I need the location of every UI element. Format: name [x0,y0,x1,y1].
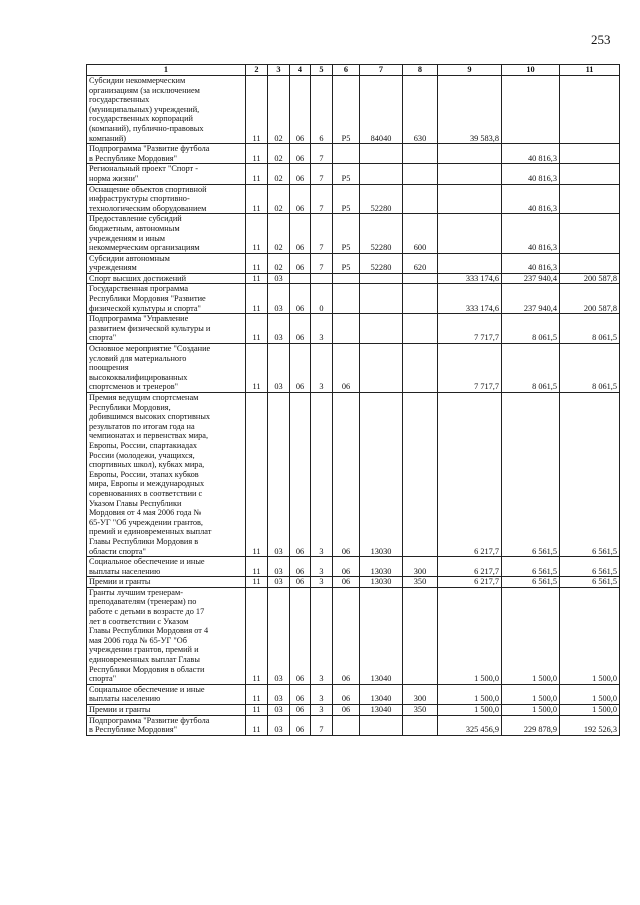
row-name [87,715,246,735]
row-name-line: высококвалифицированных [89,372,188,382]
section-code: 11 [246,144,268,164]
expense-type-code [403,393,438,557]
row-name [87,214,246,253]
table-row [87,273,620,284]
expense-type-code: 620 [403,253,438,273]
subsection-code: 02 [268,214,290,253]
subsection-code: 03 [268,344,290,393]
section-code: 11 [246,393,268,557]
table-row [87,684,620,704]
row-name-line: государственных [89,95,150,105]
row-name-line: мира, Европы и международных [89,479,205,489]
program-code: 06 [290,184,311,214]
col-header: 11 [560,65,620,76]
row-name-line: Подпрограмма "Развитие футбола [89,144,210,154]
subprogram-code: 0 [311,284,333,314]
section-code: 11 [246,344,268,393]
row-name [87,76,246,144]
row-name [87,557,246,577]
row-name-line: выплаты населению [89,566,161,576]
amount-year1 [438,184,502,214]
subprogram-code: 7 [311,715,333,735]
event-code: P5 [333,164,360,184]
row-name-line: 65-УГ "Об учреждении грантов, [89,517,203,527]
program-code: 06 [290,284,311,314]
amount-year2: 40 816,3 [502,144,560,164]
amount-year1 [438,144,502,164]
amount-year2: 1 500,0 [502,587,560,684]
expense-type-code: 300 [403,684,438,704]
amount-year2: 1 500,0 [502,684,560,704]
table-row [87,144,620,164]
row-name-line: Мордовия от 4 мая 2006 года № [89,508,202,518]
amount-year3 [560,253,620,273]
section-code: 11 [246,284,268,314]
row-name [87,344,246,393]
row-name [87,164,246,184]
amount-year3 [560,184,620,214]
row-name-line: Главы Республики Мордовия в [89,536,199,546]
program-code: 06 [290,214,311,253]
direction-code: 84040 [360,76,403,144]
row-name-line: инфраструктуры спортивно- [89,194,190,204]
amount-year1: 7 717,7 [438,314,502,344]
row-name-line: Гранты лучшим тренерам- [89,587,183,597]
amount-year2 [502,76,560,144]
subprogram-code: 3 [311,684,333,704]
row-name-line: норма жизни" [89,173,139,183]
row-name-line: (муниципальных) учреждений, [89,104,200,114]
amount-year3: 192 526,3 [560,715,620,735]
table-row [87,715,620,735]
program-code [290,273,311,284]
amount-year1: 6 217,7 [438,393,502,557]
event-code [333,715,360,735]
amount-year2: 40 816,3 [502,164,560,184]
col-header: 6 [333,65,360,76]
event-code: 06 [333,587,360,684]
expense-type-code [403,284,438,314]
event-code [333,273,360,284]
table-row [87,284,620,314]
expense-type-code [403,344,438,393]
subprogram-code: 3 [311,577,333,588]
subsection-code: 02 [268,164,290,184]
amount-year1: 6 217,7 [438,577,502,588]
row-name-line: Основное мероприятие "Создание [89,344,211,354]
row-name-line: результатов по итогам года на [89,421,195,431]
subprogram-code: 3 [311,587,333,684]
direction-code [360,284,403,314]
direction-code: 52280 [360,253,403,273]
amount-year3: 1 500,0 [560,587,620,684]
direction-code: 13040 [360,705,403,716]
amount-year2: 6 561,5 [502,557,560,577]
program-code: 06 [290,705,311,716]
row-name-line: преподавателям (тренерам) по [89,597,197,607]
section-code: 11 [246,684,268,704]
event-code: 06 [333,705,360,716]
row-name-line: Субсидии некоммерческим [89,76,186,85]
subprogram-code: 3 [311,344,333,393]
table-row [87,587,620,684]
expense-type-code: 350 [403,705,438,716]
amount-year3: 8 061,5 [560,314,620,344]
expense-type-code [403,144,438,164]
amount-year2: 40 816,3 [502,184,560,214]
subprogram-code [311,273,333,284]
table-row [87,705,620,716]
row-name-line: спорта" [89,333,117,343]
program-code: 06 [290,587,311,684]
row-name-line: Предоставление субсидий [89,214,182,224]
amount-year3: 6 561,5 [560,557,620,577]
amount-year3 [560,214,620,253]
direction-code [360,344,403,393]
amount-year1: 1 500,0 [438,587,502,684]
row-name-line: поощрения [89,363,129,373]
table-row [87,577,620,588]
row-name-line: Республики Мордовия, [89,402,171,412]
amount-year1: 1 500,0 [438,684,502,704]
amount-year3: 1 500,0 [560,705,620,716]
row-name-line: компаний) [89,133,127,143]
section-code: 11 [246,214,268,253]
table-row [87,164,620,184]
subsection-code: 03 [268,393,290,557]
section-code: 11 [246,164,268,184]
row-name-line: России (молодежи, учащихся, [89,450,195,460]
expense-type-code [403,184,438,214]
budget-table [86,64,620,736]
amount-year1: 1 500,0 [438,705,502,716]
subsection-code: 02 [268,76,290,144]
row-name [87,144,246,164]
subprogram-code: 3 [311,705,333,716]
subprogram-code: 7 [311,253,333,273]
direction-code [360,314,403,344]
row-name-line: бюджетным, автономным [89,223,180,233]
amount-year3: 1 500,0 [560,684,620,704]
row-name-line: Субсидии автономным [89,253,170,263]
event-code: 06 [333,557,360,577]
subprogram-code: 3 [311,393,333,557]
subprogram-code: 7 [311,144,333,164]
event-code: 06 [333,684,360,704]
row-name-line: Государственная программа [89,284,189,294]
amount-year2: 40 816,3 [502,253,560,273]
row-name [87,273,246,284]
row-name-line: лет в соответствии с Указом [89,616,189,626]
direction-code [360,164,403,184]
row-name-line: Социальное обеспечение и иные [89,557,205,567]
section-code: 11 [246,577,268,588]
row-name-line: условий для материального [89,353,187,363]
row-name-line: физической культуры и спорта" [89,303,201,313]
col-header: 8 [403,65,438,76]
subprogram-code: 3 [311,314,333,344]
section-code: 11 [246,253,268,273]
col-header: 2 [246,65,268,76]
subsection-code: 03 [268,273,290,284]
event-code [333,284,360,314]
row-name-line: выплаты населению [89,694,161,704]
table-row [87,184,620,214]
event-code: 06 [333,393,360,557]
row-name-line: премий и единовременных выплат [89,527,212,537]
expense-type-code [403,715,438,735]
row-name-line: спортивных школ), кубках мира, [89,460,205,470]
amount-year3: 8 061,5 [560,344,620,393]
row-name-line: соревнованиях в соответствии с [89,488,203,498]
section-code: 11 [246,314,268,344]
section-code: 11 [246,273,268,284]
amount-year1: 6 217,7 [438,557,502,577]
row-name [87,314,246,344]
amount-year1: 333 174,6 [438,284,502,314]
program-code: 06 [290,76,311,144]
row-name-line: работе с детьми в возрасте до 17 [89,607,205,617]
amount-year2: 6 561,5 [502,577,560,588]
row-name-line: Подпрограмма "Управление [89,314,189,324]
direction-code [360,715,403,735]
amount-year3: 6 561,5 [560,577,620,588]
amount-year2: 229 878,9 [502,715,560,735]
row-name-line: развитием физической культуры и [89,323,211,333]
direction-code: 13030 [360,393,403,557]
amount-year1 [438,164,502,184]
amount-year2: 237 940,4 [502,273,560,284]
row-name-line: в Республике Мордовия" [89,153,178,163]
subsection-code: 02 [268,253,290,273]
section-code: 11 [246,184,268,214]
row-name-line: учреждении грантов, премий и [89,645,199,655]
row-name-line: спортсменов и тренеров" [89,382,179,392]
subsection-code: 03 [268,587,290,684]
direction-code: 52280 [360,214,403,253]
row-name-line: Социальное обеспечение и иные [89,684,205,694]
table-row [87,76,620,144]
expense-type-code [403,314,438,344]
row-name-line: единовременных выплат Главы [89,655,200,665]
page-number: 253 [591,32,611,47]
program-code: 06 [290,393,311,557]
table-row [87,344,620,393]
direction-code [360,144,403,164]
amount-year2: 6 561,5 [502,393,560,557]
subsection-code: 03 [268,284,290,314]
row-name-line: мая 2006 года № 65-УГ "Об [89,635,187,645]
row-name [87,284,246,314]
subprogram-code: 7 [311,164,333,184]
direction-code: 52280 [360,184,403,214]
row-name [87,705,246,716]
event-code [333,144,360,164]
direction-code: 13040 [360,587,403,684]
row-name-line: технологическим оборудованием [89,203,207,213]
amount-year3: 200 587,8 [560,273,620,284]
amount-year3: 200 587,8 [560,284,620,314]
amount-year3: 6 561,5 [560,393,620,557]
program-code: 06 [290,314,311,344]
event-code: P5 [333,184,360,214]
table-row [87,314,620,344]
subsection-code: 03 [268,577,290,588]
header-row [87,65,620,76]
row-name-line: некоммерческим организациям [89,243,200,253]
expense-type-code: 300 [403,557,438,577]
program-code: 06 [290,684,311,704]
subsection-code: 03 [268,705,290,716]
row-name-line: учреждениям и иным [89,233,166,243]
direction-code [360,273,403,284]
row-name-line: Оснащение объектов спортивной [89,184,207,194]
expense-type-code [403,273,438,284]
row-name-line: государственных корпораций [89,114,193,124]
col-header: 9 [438,65,502,76]
row-name-line: Спорт высших достижений [89,273,187,283]
section-code: 11 [246,587,268,684]
row-name-line: Премия ведущим спортсменам [89,393,199,402]
amount-year3 [560,144,620,164]
row-name-line: Подпрограмма "Развитие футбола [89,715,210,725]
amount-year1 [438,214,502,253]
row-name-line: Главы Республики Мордовия от 4 [89,626,209,636]
subsection-code: 03 [268,314,290,344]
event-code: 06 [333,344,360,393]
row-name [87,253,246,273]
table-row [87,393,620,557]
program-code: 06 [290,253,311,273]
amount-year2: 40 816,3 [502,214,560,253]
program-code: 06 [290,557,311,577]
amount-year1: 7 717,7 [438,344,502,393]
row-name-line: Республики Мордовия "Развитие [89,294,206,304]
row-name [87,684,246,704]
amount-year3 [560,76,620,144]
event-code: P5 [333,253,360,273]
col-header: 10 [502,65,560,76]
amount-year2: 237 940,4 [502,284,560,314]
section-code: 11 [246,715,268,735]
amount-year2: 8 061,5 [502,344,560,393]
row-name [87,577,246,588]
subprogram-code: 7 [311,214,333,253]
row-name-line: добившимся высоких спортивных [89,412,211,422]
expense-type-code: 350 [403,577,438,588]
col-header: 5 [311,65,333,76]
row-name [87,587,246,684]
event-code [333,314,360,344]
col-header: 4 [290,65,311,76]
row-name-line: Премии и гранты [89,705,151,714]
subsection-code: 03 [268,557,290,577]
direction-code: 13030 [360,557,403,577]
amount-year1 [438,253,502,273]
row-name-line: Премии и гранты [89,577,151,587]
row-name-line: Региональный проект "Спорт - [89,164,198,174]
subsection-code: 02 [268,144,290,164]
amount-year2: 1 500,0 [502,705,560,716]
row-name-line: Указом Главы Республики [89,498,182,508]
expense-type-code [403,164,438,184]
row-name-line: Европы, России, спартакиадах [89,440,198,450]
table-row [87,214,620,253]
event-code: P5 [333,214,360,253]
subprogram-code: 6 [311,76,333,144]
direction-code: 13030 [360,577,403,588]
row-name-line: организациям (за исключением [89,85,200,95]
event-code: 06 [333,577,360,588]
table-body [87,76,620,736]
program-code: 06 [290,164,311,184]
row-name [87,184,246,214]
col-header: 3 [268,65,290,76]
row-name-line: Республики Мордовия в области [89,664,205,674]
program-code: 06 [290,715,311,735]
program-code: 06 [290,144,311,164]
subprogram-code: 7 [311,184,333,214]
expense-type-code: 630 [403,76,438,144]
subsection-code: 02 [268,184,290,214]
row-name-line: области спорта" [89,546,146,556]
program-code: 06 [290,344,311,393]
amount-year1: 325 456,9 [438,715,502,735]
section-code: 11 [246,557,268,577]
row-name-line: Европы, России, этапах кубков [89,469,199,479]
row-name-line: в Республике Мордовия" [89,725,178,735]
program-code: 06 [290,577,311,588]
amount-year2: 8 061,5 [502,314,560,344]
expense-type-code: 600 [403,214,438,253]
row-name-line: (компаний), публично-правовых [89,123,204,133]
col-header: 1 [87,65,246,76]
expense-type-code [403,587,438,684]
table-row [87,253,620,273]
subsection-code: 03 [268,684,290,704]
section-code: 11 [246,705,268,716]
amount-year1: 333 174,6 [438,273,502,284]
row-name-line: учреждениям [89,263,137,273]
event-code: P5 [333,76,360,144]
row-name [87,393,246,557]
amount-year1: 39 583,8 [438,76,502,144]
col-header: 7 [360,65,403,76]
direction-code: 13040 [360,684,403,704]
section-code: 11 [246,76,268,144]
row-name-line: чемпионатах и первенствах мира, [89,431,209,441]
subprogram-code: 3 [311,557,333,577]
row-name-line: спорта" [89,674,117,684]
table-row [87,557,620,577]
subsection-code: 03 [268,715,290,735]
amount-year3 [560,164,620,184]
